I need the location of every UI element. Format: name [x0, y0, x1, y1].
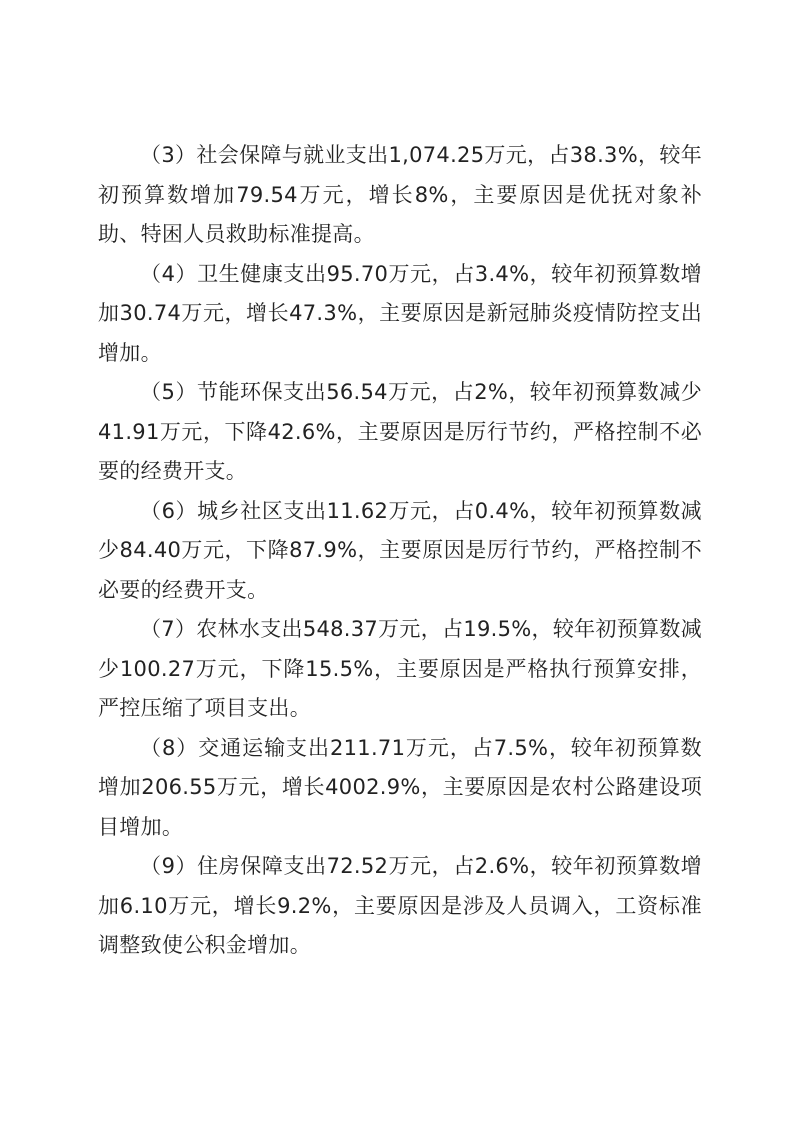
paragraph-energy-environment: （5）节能环保支出56.54万元，占2%，较年初预算数减少41.91万元，下降42.6%，主要原因是厉行节约，严格控制不必要的经费开支。	[98, 380, 702, 483]
paragraph-social-security: （3）社会保障与就业支出1,074.25万元，占38.3%，较年初预算数增加79.54万元，增长8%，主要原因是优抚对象补助、特困人员救助标准提高。	[98, 143, 702, 246]
document-body	[98, 136, 702, 966]
paragraph-health: （4）卫生健康支出95.70万元，占3.4%，较年初预算数增加30.74万元，增长47.3%，主要原因是新冠肺炎疫情防控支出增加。	[98, 261, 702, 365]
paragraph-housing-security: （9）住房保障支出72.52万元，占2.6%，较年初预算数增加6.10万元，增长9.2%，主要原因是涉及人员调入，工资标准调整致使公积金增加。	[98, 854, 702, 957]
paragraph-agriculture-forestry-water: （7）农林水支出548.37万元，占19.5%，较年初预算数减少100.27万元，下降15.5%，主要原因是严格执行预算安排，严控压缩了项目支出。	[98, 617, 702, 720]
paragraph-urban-rural-community: （6）城乡社区支出11.62万元，占0.4%，较年初预算数减少84.40万元，下降87.9%，主要原因是厉行节约，严格控制不必要的经费开支。	[98, 498, 702, 602]
paragraph-transportation: （8）交通运输支出211.71万元，占7.5%，较年初预算数增加206.55万元，增长4002.9%，主要原因是农村公路建设项目增加。	[98, 735, 702, 839]
